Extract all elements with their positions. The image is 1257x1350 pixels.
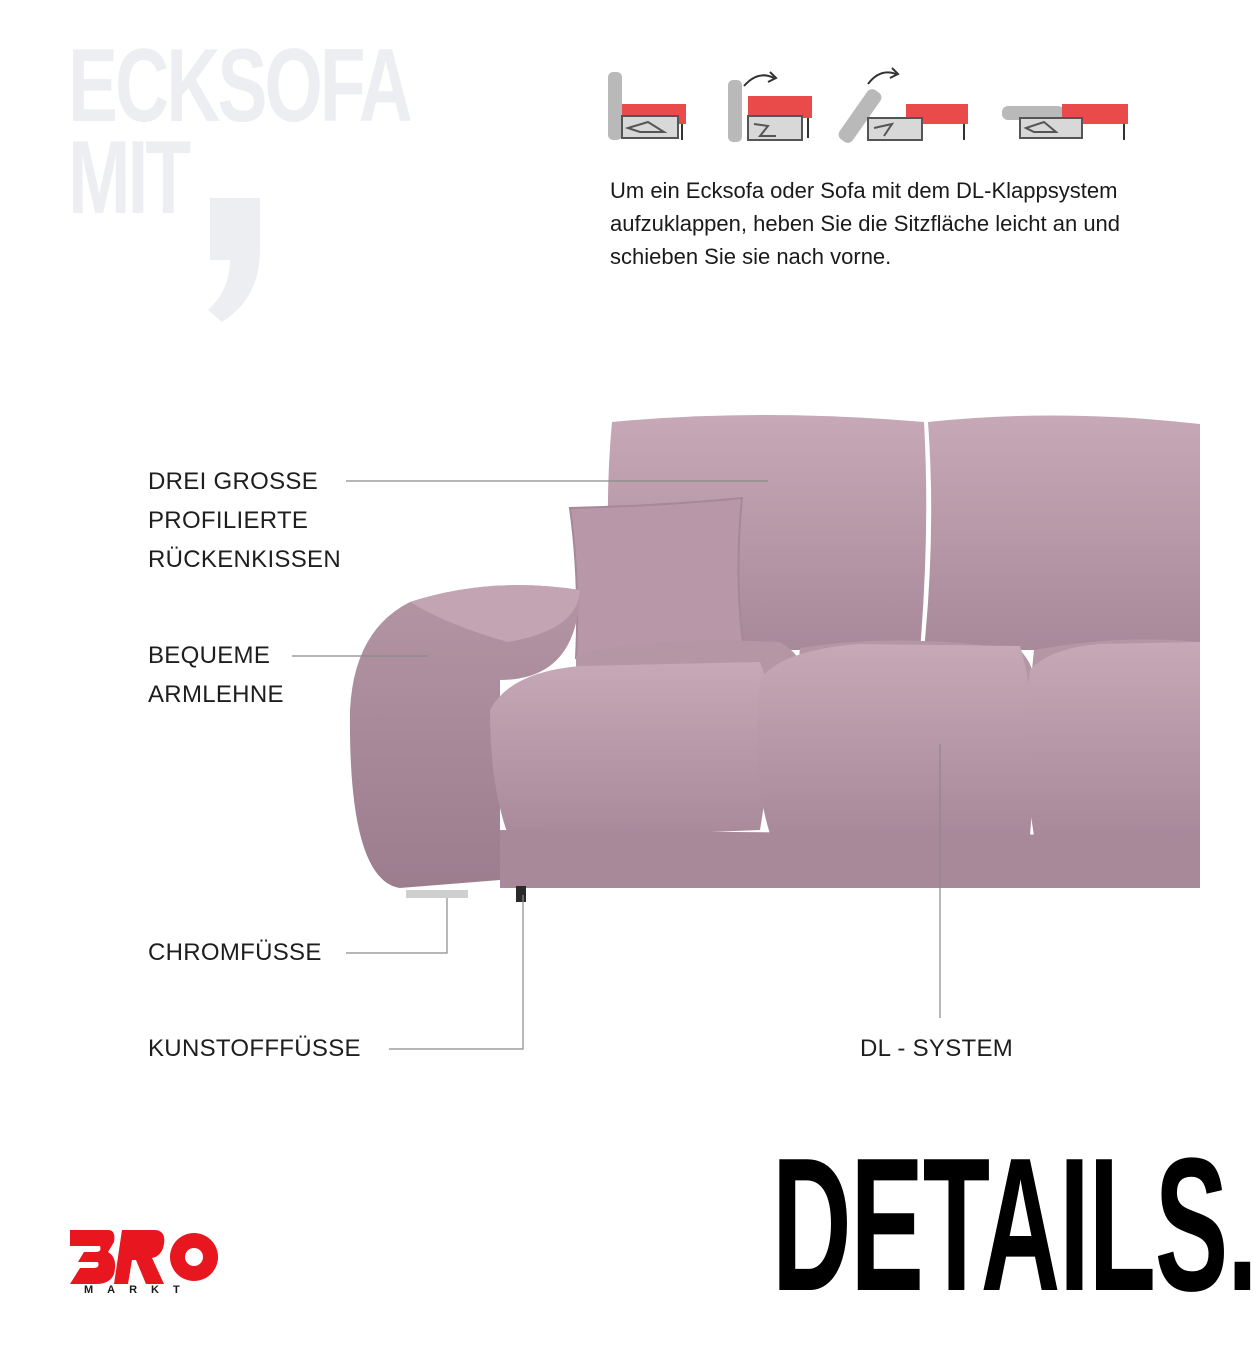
sofa-base — [500, 830, 1200, 888]
label-plastic-feet: KUNSTOFFFÜSSE — [148, 1035, 361, 1062]
label-dl-system: DL - SYSTEM — [860, 1035, 1014, 1062]
sofa-step-4-icon — [1002, 104, 1128, 140]
sofa-step-2-icon — [728, 72, 812, 142]
back-cushion-2 — [924, 415, 1200, 650]
chrome-foot — [406, 890, 468, 898]
plastic-foot — [516, 886, 526, 902]
label-armrest-line-2: ARMLEHNE — [148, 681, 284, 708]
watermark-heading — [68, 28, 410, 236]
label-back-cushions-line-1: DREI GROSSE — [148, 468, 318, 495]
sofa-image — [340, 410, 1200, 910]
intro-text: Um ein Ecksofa oder Sofa mit dem DL-Klappsystem aufzuklappen, heben Sie die Sitzfläche leicht an und schieben Sie sie nach vorne. — [610, 178, 1121, 269]
sofa-step-3-icon — [836, 68, 968, 145]
seat-cushion-1 — [490, 662, 770, 840]
label-armrest-line-1: BEQUEME — [148, 642, 271, 669]
logo-subtitle: MARKT — [84, 1284, 194, 1296]
seat-cushion-3 — [1026, 642, 1200, 836]
details-heading: DETAILS. — [772, 1119, 1257, 1331]
comma-glyph — [200, 198, 270, 324]
label-armrest — [148, 636, 284, 714]
throw-pillow — [570, 498, 744, 658]
sofa-step-1-icon — [608, 72, 686, 140]
watermark-line-2: MIT — [68, 120, 189, 236]
label-back-cushions-line-3: RÜCKENKISSEN — [148, 546, 341, 573]
fold-steps-diagram — [604, 66, 1144, 152]
label-back-cushions — [148, 462, 341, 579]
label-chrome-feet: CHROMFÜSSE — [148, 939, 322, 966]
watermark-line-1: ECKSOFA — [68, 28, 410, 144]
seat-cushion-2 — [757, 644, 1034, 836]
label-back-cushions-line-2: PROFILIERTE — [148, 507, 309, 534]
